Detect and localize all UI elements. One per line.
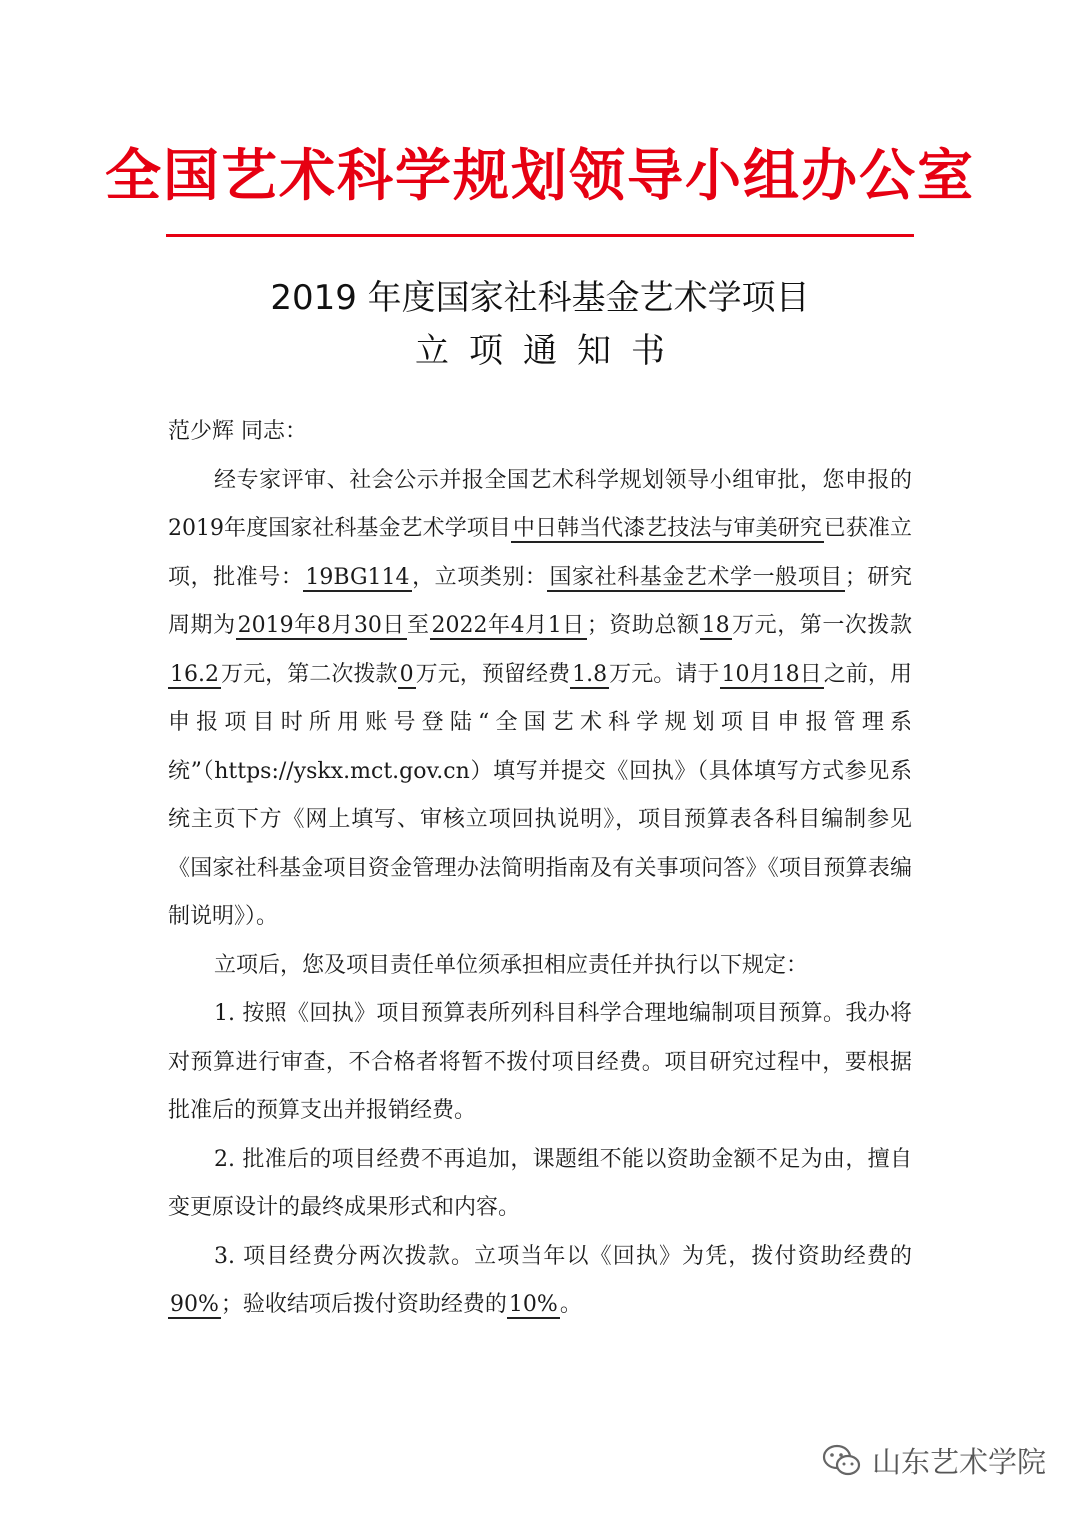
rule-item-3	[168, 1233, 912, 1330]
text: ；研究周期为	[168, 564, 912, 638]
rule-item-1: 1. 按照《回执》项目预算表所列科目科学合理地编制项目预算。我办将对预算进行审查，不合格者将暂不拨付项目经费。项目研究过程中，要根据批准后的预算支出并报销经费。	[168, 1001, 912, 1123]
letter-body	[168, 408, 912, 1330]
text: ，立项类别：	[411, 564, 548, 590]
issuing-organization: 全国艺术科学规划领导小组办公室	[105, 143, 975, 209]
text: 3. 项目经费分两次拨款。立项当年以《回执》为凭，拨付资助经费的	[214, 1243, 912, 1269]
watermark	[822, 1440, 1046, 1481]
total-funding: 18	[701, 613, 730, 638]
document-subtitle: 立项通知书	[415, 331, 685, 371]
project-name: 中日韩当代漆艺技法与审美研究	[512, 516, 822, 541]
text: 至	[406, 613, 430, 638]
start-date: 2019年8月30日	[237, 613, 405, 638]
approval-number: 19BG114	[305, 564, 410, 590]
first-payment: 16.2	[170, 661, 219, 687]
text: ；验收结项后拨付资助经费的	[220, 1292, 507, 1317]
red-divider	[166, 234, 914, 237]
document-title: 2019 年度国家社科基金艺术学项目	[270, 278, 810, 318]
first-percent: 90%	[170, 1292, 219, 1317]
text: 万元，第二次拨款	[220, 661, 398, 687]
text: ；资助总额	[586, 613, 700, 638]
salutation: 范少辉 同志：	[168, 419, 307, 444]
project-category: 国家社科基金艺术学一般项目	[549, 564, 843, 590]
text: 之前，用申报项目时所用账号登陆“全国艺术科学规划项目申报管理系统”（https://yskx.mct.gov.cn）填写并提交《回执》（具体填写方式参见系统主页下方《网上填写、审核立项回执说明》，项目预算表各科目编制参见《国家社科基金项目资金管理办法简明指南及有关事项问答》《项目预算表编制说明》）。	[168, 661, 912, 929]
text: 万元。请于	[609, 661, 720, 687]
text: 万元，预留经费	[415, 661, 571, 687]
text: 万元，第一次拨款	[731, 613, 912, 638]
end-date: 2022年4月1日	[431, 613, 585, 638]
paragraph-approval	[168, 457, 912, 942]
text: 。	[559, 1292, 582, 1317]
watermark-text: 山东艺术学院	[871, 1445, 1046, 1479]
deadline: 10月18日	[721, 661, 822, 687]
paragraph-obligations: 立项后，您及项目责任单位须承担相应责任并执行以下规定：	[214, 952, 809, 978]
text: 已获准立项，批准号：	[168, 516, 912, 590]
text: 经专家评审、社会公示并报全国艺术科学规划领导小组审批，您申报的2019年度国家社科基金艺术学项目	[168, 467, 912, 541]
second-percent: 10%	[508, 1292, 558, 1317]
second-payment: 0	[399, 661, 414, 687]
rule-item-2: 2. 批准后的项目经费不再追加，课题组不能以资助金额不足为由，擅自变更原设计的最终成果形式和内容。	[168, 1146, 912, 1220]
reserved-funding: 1.8	[572, 661, 608, 687]
wechat-icon	[822, 1444, 862, 1478]
